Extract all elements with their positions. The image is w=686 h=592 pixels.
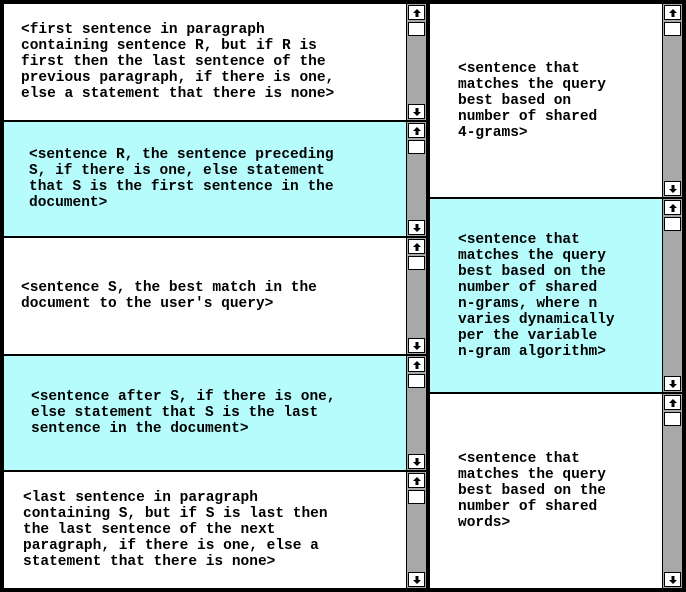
arrow-down-icon	[412, 457, 422, 467]
left-pane-3	[4, 238, 426, 354]
arrow-down-icon	[668, 184, 678, 194]
scroll-down-button[interactable]	[664, 376, 681, 391]
arrow-down-icon	[668, 575, 678, 585]
scroll-down-button[interactable]	[408, 338, 425, 353]
pane-text: <first sentence in paragraph containing sentence R, but if R is first then the last sentence of the previous paragraph, if there is one, else a statement that there is none>	[21, 22, 335, 102]
scroll-down-button[interactable]	[408, 220, 425, 235]
scroll-up-button[interactable]	[408, 473, 425, 488]
scrollbar[interactable]	[406, 238, 426, 354]
scroll-up-button[interactable]	[664, 395, 681, 410]
scrollbar[interactable]	[406, 122, 426, 236]
arrow-down-icon	[412, 223, 422, 233]
arrow-up-icon	[668, 203, 678, 213]
right-pane-1	[430, 4, 682, 197]
scroll-up-button[interactable]	[408, 357, 425, 372]
scroll-thumb[interactable]	[408, 256, 425, 270]
scrollbar[interactable]	[662, 199, 682, 392]
scroll-up-button[interactable]	[664, 5, 681, 20]
scroll-up-button[interactable]	[664, 200, 681, 215]
scroll-up-button[interactable]	[408, 5, 425, 20]
scroll-up-button[interactable]	[408, 239, 425, 254]
arrow-down-icon	[412, 575, 422, 585]
scroll-down-button[interactable]	[664, 181, 681, 196]
left-pane-4	[4, 356, 426, 470]
scroll-down-button[interactable]	[664, 572, 681, 587]
left-pane-1	[4, 4, 426, 120]
arrow-up-icon	[412, 8, 422, 18]
right-pane-2	[430, 199, 682, 392]
arrow-down-icon	[412, 107, 422, 117]
arrow-down-icon	[412, 341, 422, 351]
right-pane-3	[430, 394, 682, 588]
arrow-down-icon	[668, 379, 678, 389]
pane-text: <sentence that matches the query best based on number of shared 4-grams>	[458, 60, 606, 141]
scroll-thumb[interactable]	[664, 22, 681, 36]
scroll-thumb[interactable]	[408, 490, 425, 504]
scrollbar[interactable]	[406, 472, 426, 588]
scroll-thumb[interactable]	[408, 22, 425, 36]
scroll-up-button[interactable]	[408, 123, 425, 138]
pane-text: <sentence S, the best match in the document to the user's query>	[21, 280, 317, 312]
pane-text: <sentence that matches the query best based on the number of shared n-grams, where n varies dynamically per the variable n-gram algorithm>	[458, 231, 615, 360]
scroll-thumb[interactable]	[664, 412, 681, 426]
pane-text: <sentence R, the sentence preceding S, if there is one, else statement that S is the first sentence in the document>	[29, 147, 334, 211]
scrollbar[interactable]	[406, 356, 426, 470]
scroll-thumb[interactable]	[664, 217, 681, 231]
pane-text: <sentence that matches the query best based on the number of shared words>	[458, 451, 606, 531]
scroll-down-button[interactable]	[408, 104, 425, 119]
arrow-up-icon	[412, 126, 422, 136]
arrow-up-icon	[412, 360, 422, 370]
scroll-thumb[interactable]	[408, 140, 425, 154]
arrow-up-icon	[668, 398, 678, 408]
arrow-up-icon	[668, 8, 678, 18]
scrollbar[interactable]	[662, 394, 682, 588]
pane-text: <last sentence in paragraph containing S, but if S is last then the last sentence of the next paragraph, if there is one, else a statement that there is none>	[23, 490, 328, 570]
scrollbar[interactable]	[406, 4, 426, 120]
scroll-thumb[interactable]	[408, 374, 425, 388]
scroll-down-button[interactable]	[408, 454, 425, 469]
arrow-up-icon	[412, 242, 422, 252]
arrow-up-icon	[412, 476, 422, 486]
pane-text: <sentence after S, if there is one, else statement that S is the last sentence in the document>	[31, 389, 336, 437]
left-pane-5	[4, 472, 426, 588]
scrollbar[interactable]	[662, 4, 682, 197]
scroll-down-button[interactable]	[408, 572, 425, 587]
left-pane-2	[4, 122, 426, 236]
